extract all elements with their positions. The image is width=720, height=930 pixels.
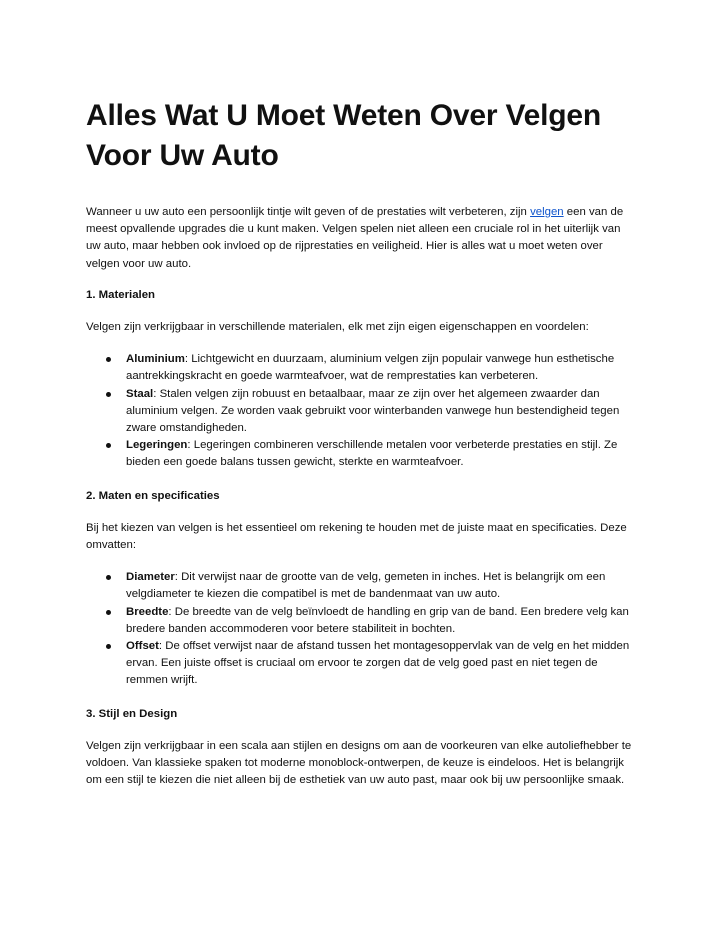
page-title: Alles Wat U Moet Weten Over Velgen Voor Uw Auto <box>86 99 601 172</box>
intro-text-before-link: Wanneer u uw auto een persoonlijk tintje wilt geven of de prestaties wilt verbeteren, zijn <box>86 206 531 218</box>
bullet-icon <box>106 443 111 448</box>
section-paragraph-materialen: Velgen zijn verkrijgbaar in verschillende materialen, elk met zijn eigen eigenschappen en voordelen: <box>86 321 589 334</box>
list-item <box>126 638 638 690</box>
bullet-icon <box>106 575 111 580</box>
list-item-text: : Lichtgewicht en duurzaam, aluminium velgen zijn populair vanwege hun esthetische aantrekkingskracht en goede warmteafvoer, wat de remprestaties kan verbeteren. <box>126 353 615 383</box>
list-item-text: : De offset verwijst naar de afstand tussen het montagesoppervlak van de velg en het midden ervan. Een juiste offset is cruciaal om ervoor te zorgen dat de velg goed past en niet tegen de remmen wrijft. <box>126 640 630 687</box>
intro-text-after-link: een van de meest opvallende upgrades die u kunt maken. Velgen spelen niet alleen een cruciale rol in het uiterlijk van uw auto, maar hebben ook invloed op de rijprestaties en veiligheid. Hier is alles wat u moet weten over velgen voor uw auto. <box>86 206 624 270</box>
section-heading-materialen: 1. Materialen <box>86 288 156 301</box>
bullet-icon <box>106 610 111 615</box>
list-item-term: Breedte <box>126 605 169 618</box>
materialen-list <box>86 351 638 471</box>
bullet-icon <box>106 357 111 362</box>
section-heading-stijl: 3. Stijl en Design <box>86 707 178 720</box>
list-item <box>126 604 638 638</box>
list-item-term: Diameter <box>126 571 175 584</box>
intro-paragraph <box>86 204 638 273</box>
section-paragraph-maten: Bij het kiezen van velgen is het essentieel om rekening te houden met de juiste maat en specificaties. Deze omvatten: <box>86 521 627 552</box>
bullet-icon <box>106 392 111 397</box>
list-item <box>126 437 638 471</box>
list-item-text: : Dit verwijst naar de grootte van de velg, gemeten in inches. Het is belangrijk om een velgdiameter te kiezen die compatibel is met de bandenmaat van uw auto. <box>126 571 606 601</box>
list-item-term: Staal <box>126 387 154 400</box>
section-heading-maten: 2. Maten en specificaties <box>86 489 220 502</box>
list-item-text: : Stalen velgen zijn robuust en betaalbaar, maar ze zijn over het algemeen zwaarder dan aluminium velgen. Ze worden vaak gebruikt voor winterbanden vanwege hun bestendigheid tegen zware omstandigheden. <box>126 387 620 435</box>
list-item-term: Offset <box>126 640 159 653</box>
list-item-term: Legeringen <box>126 439 188 452</box>
list-item <box>126 386 638 438</box>
section-paragraph-stijl: Velgen zijn verkrijgbaar in een scala aan stijlen en designs om aan de voorkeuren van elke autoliefhebber te voldoen. Van klassieke spaken tot moderne monoblock-ontwerpen, de keuze is eindeloos. Het is belangrijk om een stijl te kiezen die niet alleen bij de esthetiek van uw auto past, maar ook bij uw persoonlijke smaak. <box>86 739 632 787</box>
document-page <box>86 96 638 789</box>
list-item-text: : Legeringen combineren verschillende metalen voor verbeterde prestaties en stijl. Ze bieden een goede balans tussen gewicht, sterkte en warmteafvoer. <box>126 439 618 469</box>
velgen-link[interactable]: velgen <box>530 206 564 218</box>
list-item <box>126 569 638 603</box>
list-item-term: Aluminium <box>126 353 185 366</box>
list-item-text: : De breedte van de velg beïnvloedt de handling en grip van de band. Een bredere velg kan bredere banden accommoderen voor betere stabiliteit in bochten. <box>126 605 629 635</box>
bullet-icon <box>106 644 111 649</box>
maten-list <box>86 569 638 689</box>
list-item <box>126 351 638 385</box>
